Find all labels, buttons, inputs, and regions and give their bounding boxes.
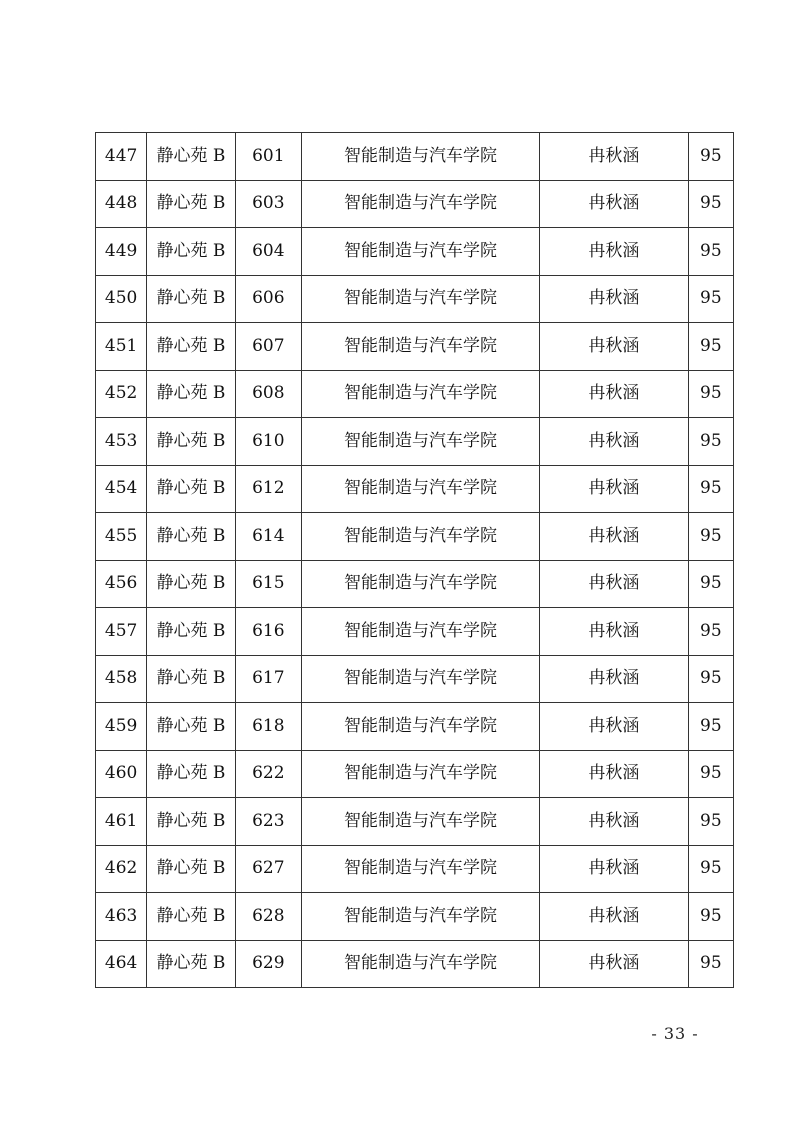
- table-row: [96, 418, 734, 466]
- score-cell: 95: [688, 465, 733, 513]
- row-number-cell: 455: [96, 513, 147, 561]
- row-number-cell: 453: [96, 418, 147, 466]
- score-cell: 95: [688, 703, 733, 751]
- row-number-cell: 457: [96, 608, 147, 656]
- building-cell: 静心苑 B: [147, 228, 235, 276]
- row-number-cell: 464: [96, 940, 147, 988]
- college-cell: 智能制造与汽车学院: [301, 940, 539, 988]
- row-number-cell: 459: [96, 703, 147, 751]
- table-row: [96, 275, 734, 323]
- room-cell: 614: [235, 513, 301, 561]
- college-cell: 智能制造与汽车学院: [301, 798, 539, 846]
- score-cell: 95: [688, 655, 733, 703]
- college-cell: 智能制造与汽车学院: [301, 275, 539, 323]
- row-number-cell: 460: [96, 750, 147, 798]
- room-cell: 603: [235, 180, 301, 228]
- table-row: [96, 608, 734, 656]
- name-cell: 冉秋涵: [540, 513, 689, 561]
- name-cell: 冉秋涵: [540, 370, 689, 418]
- row-number-cell: 447: [96, 133, 147, 181]
- row-number-cell: 456: [96, 560, 147, 608]
- table-row: [96, 845, 734, 893]
- building-cell: 静心苑 B: [147, 418, 235, 466]
- college-cell: 智能制造与汽车学院: [301, 465, 539, 513]
- name-cell: 冉秋涵: [540, 845, 689, 893]
- score-cell: 95: [688, 798, 733, 846]
- name-cell: 冉秋涵: [540, 560, 689, 608]
- room-cell: 607: [235, 323, 301, 371]
- room-cell: 610: [235, 418, 301, 466]
- name-cell: 冉秋涵: [540, 940, 689, 988]
- building-cell: 静心苑 B: [147, 750, 235, 798]
- row-number-cell: 450: [96, 275, 147, 323]
- name-cell: 冉秋涵: [540, 893, 689, 941]
- building-cell: 静心苑 B: [147, 133, 235, 181]
- table-row: [96, 703, 734, 751]
- room-cell: 608: [235, 370, 301, 418]
- room-cell: 623: [235, 798, 301, 846]
- room-cell: 615: [235, 560, 301, 608]
- table-row: [96, 798, 734, 846]
- name-cell: 冉秋涵: [540, 703, 689, 751]
- score-cell: 95: [688, 275, 733, 323]
- score-cell: 95: [688, 560, 733, 608]
- room-cell: 618: [235, 703, 301, 751]
- room-cell: 622: [235, 750, 301, 798]
- score-cell: 95: [688, 940, 733, 988]
- college-cell: 智能制造与汽车学院: [301, 560, 539, 608]
- building-cell: 静心苑 B: [147, 703, 235, 751]
- room-cell: 629: [235, 940, 301, 988]
- row-number-cell: 448: [96, 180, 147, 228]
- college-cell: 智能制造与汽车学院: [301, 370, 539, 418]
- room-cell: 612: [235, 465, 301, 513]
- score-cell: 95: [688, 418, 733, 466]
- score-cell: 95: [688, 608, 733, 656]
- table-row: [96, 513, 734, 561]
- row-number-cell: 463: [96, 893, 147, 941]
- college-cell: 智能制造与汽车学院: [301, 608, 539, 656]
- room-cell: 628: [235, 893, 301, 941]
- building-cell: 静心苑 B: [147, 180, 235, 228]
- college-cell: 智能制造与汽车学院: [301, 703, 539, 751]
- row-number-cell: 462: [96, 845, 147, 893]
- table-row: [96, 323, 734, 371]
- score-cell: 95: [688, 133, 733, 181]
- score-cell: 95: [688, 180, 733, 228]
- table-row: [96, 560, 734, 608]
- row-number-cell: 454: [96, 465, 147, 513]
- table-row: [96, 180, 734, 228]
- college-cell: 智能制造与汽车学院: [301, 418, 539, 466]
- table-row: [96, 940, 734, 988]
- college-cell: 智能制造与汽车学院: [301, 893, 539, 941]
- page-number: - 33 -: [651, 1024, 699, 1043]
- table-row: [96, 370, 734, 418]
- building-cell: 静心苑 B: [147, 798, 235, 846]
- college-cell: 智能制造与汽车学院: [301, 750, 539, 798]
- score-cell: 95: [688, 228, 733, 276]
- table-row: [96, 465, 734, 513]
- college-cell: 智能制造与汽车学院: [301, 513, 539, 561]
- name-cell: 冉秋涵: [540, 750, 689, 798]
- building-cell: 静心苑 B: [147, 560, 235, 608]
- building-cell: 静心苑 B: [147, 323, 235, 371]
- building-cell: 静心苑 B: [147, 893, 235, 941]
- table-row: [96, 133, 734, 181]
- row-number-cell: 461: [96, 798, 147, 846]
- name-cell: 冉秋涵: [540, 228, 689, 276]
- college-cell: 智能制造与汽车学院: [301, 845, 539, 893]
- building-cell: 静心苑 B: [147, 275, 235, 323]
- room-cell: 604: [235, 228, 301, 276]
- table-row: [96, 228, 734, 276]
- building-cell: 静心苑 B: [147, 845, 235, 893]
- table-row: [96, 893, 734, 941]
- building-cell: 静心苑 B: [147, 655, 235, 703]
- row-number-cell: 451: [96, 323, 147, 371]
- table-row: [96, 655, 734, 703]
- score-cell: 95: [688, 750, 733, 798]
- room-cell: 617: [235, 655, 301, 703]
- name-cell: 冉秋涵: [540, 655, 689, 703]
- score-cell: 95: [688, 845, 733, 893]
- building-cell: 静心苑 B: [147, 608, 235, 656]
- room-cell: 627: [235, 845, 301, 893]
- score-cell: 95: [688, 370, 733, 418]
- name-cell: 冉秋涵: [540, 275, 689, 323]
- college-cell: 智能制造与汽车学院: [301, 133, 539, 181]
- building-cell: 静心苑 B: [147, 465, 235, 513]
- room-cell: 606: [235, 275, 301, 323]
- row-number-cell: 458: [96, 655, 147, 703]
- college-cell: 智能制造与汽车学院: [301, 180, 539, 228]
- score-cell: 95: [688, 323, 733, 371]
- score-cell: 95: [688, 513, 733, 561]
- row-number-cell: 449: [96, 228, 147, 276]
- score-cell: 95: [688, 893, 733, 941]
- building-cell: 静心苑 B: [147, 513, 235, 561]
- name-cell: 冉秋涵: [540, 180, 689, 228]
- row-number-cell: 452: [96, 370, 147, 418]
- name-cell: 冉秋涵: [540, 608, 689, 656]
- name-cell: 冉秋涵: [540, 798, 689, 846]
- college-cell: 智能制造与汽车学院: [301, 228, 539, 276]
- college-cell: 智能制造与汽车学院: [301, 655, 539, 703]
- name-cell: 冉秋涵: [540, 418, 689, 466]
- room-cell: 616: [235, 608, 301, 656]
- college-cell: 智能制造与汽车学院: [301, 323, 539, 371]
- dormitory-score-table: [95, 132, 734, 988]
- building-cell: 静心苑 B: [147, 940, 235, 988]
- table-body: [96, 133, 734, 988]
- name-cell: 冉秋涵: [540, 465, 689, 513]
- table-row: [96, 750, 734, 798]
- name-cell: 冉秋涵: [540, 133, 689, 181]
- name-cell: 冉秋涵: [540, 323, 689, 371]
- room-cell: 601: [235, 133, 301, 181]
- building-cell: 静心苑 B: [147, 370, 235, 418]
